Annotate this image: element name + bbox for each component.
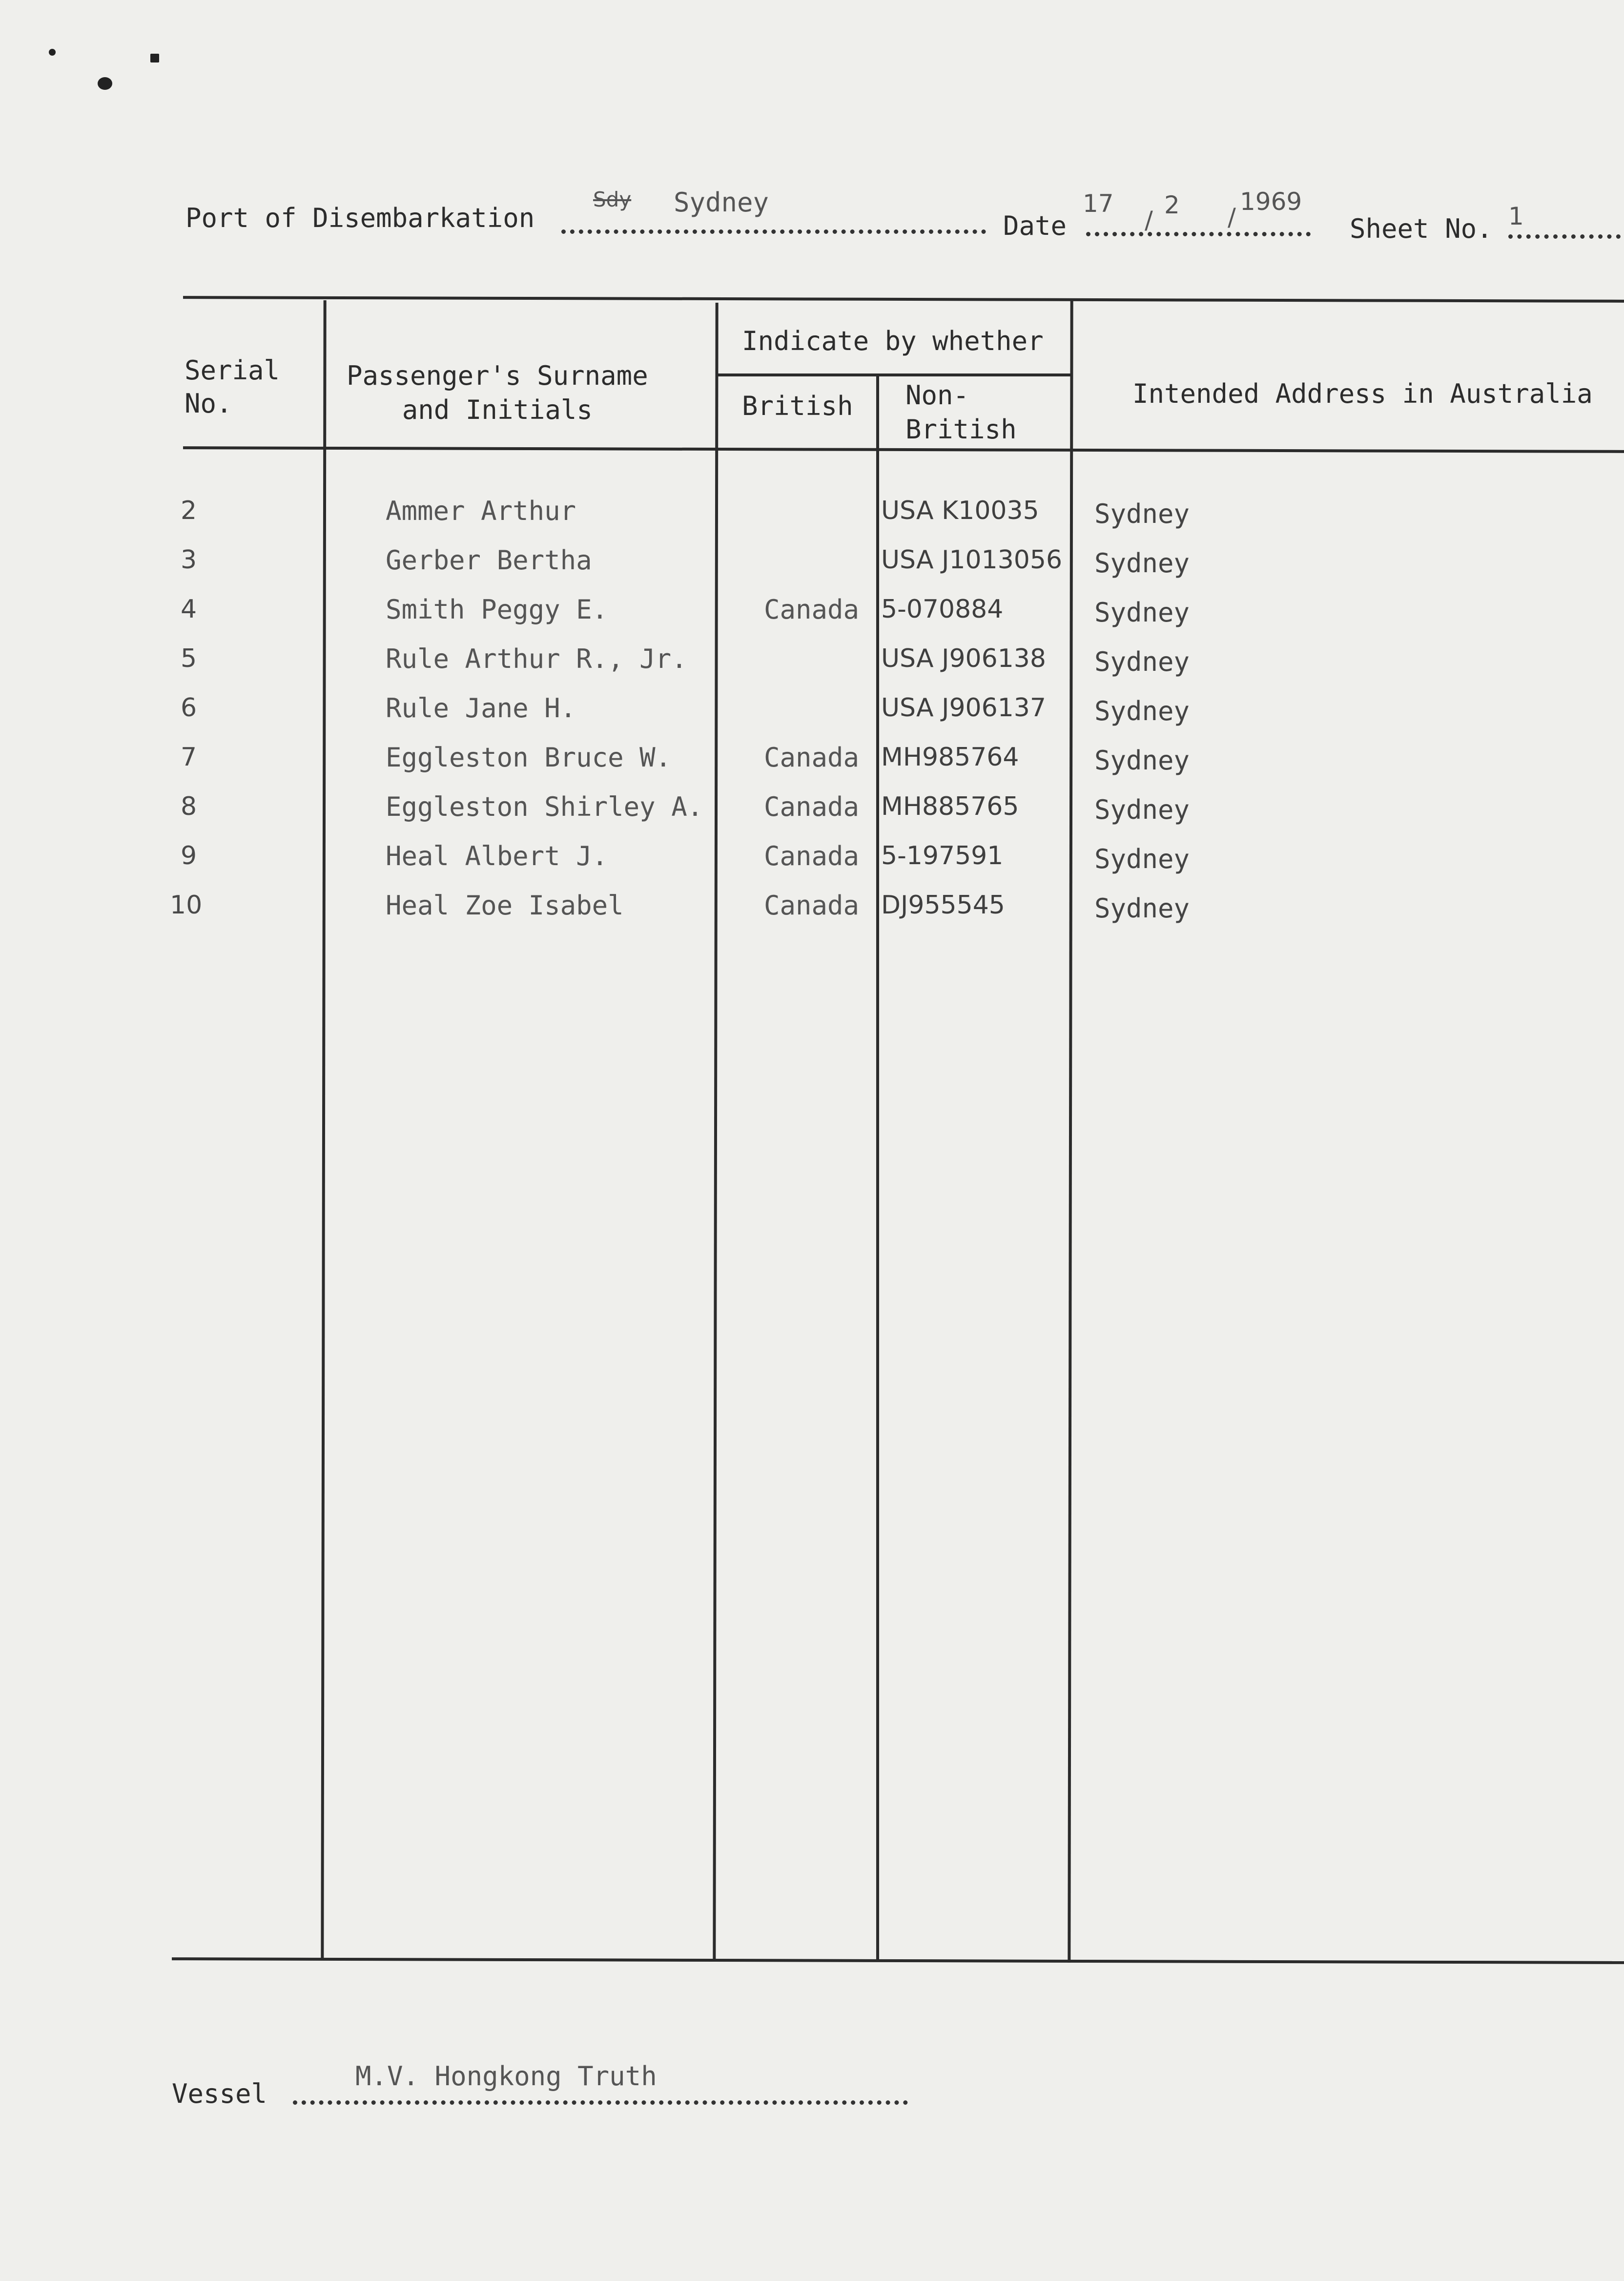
serial-cell: 2	[181, 496, 197, 525]
address-cell: Sydney	[1094, 646, 1190, 677]
ink-blot	[98, 77, 112, 90]
name-cell: Gerber Bertha	[386, 545, 592, 576]
col-header-indicate: Indicate by whether	[742, 326, 1044, 356]
date-slash-1: /	[1145, 206, 1153, 234]
serial-cell: 7	[181, 743, 197, 772]
british-cell: Canada	[764, 594, 860, 625]
nonbritish-cell: USA J906137	[881, 693, 1046, 723]
nonbritish-cell: DJ955545	[881, 891, 1005, 920]
name-cell: Rule Jane H.	[386, 693, 576, 724]
col-header-address: Intended Address in Australia	[1132, 378, 1593, 409]
vessel-dots	[293, 2100, 908, 2105]
table-row	[0, 892, 1624, 941]
table-row	[0, 594, 1624, 645]
sheet-label: Sheet No.	[1350, 213, 1493, 244]
address-cell: Sydney	[1094, 794, 1190, 825]
table-top-rule	[183, 296, 1624, 303]
name-cell: Eggleston Shirley A.	[386, 791, 703, 822]
serial-cell: 5	[181, 644, 197, 673]
table-row	[0, 742, 1624, 793]
nonbritish-cell: 5-197591	[881, 841, 1004, 871]
nonbritish-cell: 5-070884	[881, 595, 1004, 624]
ink-blot	[49, 49, 56, 56]
address-cell: Sydney	[1094, 893, 1190, 924]
name-cell: Rule Arthur R., Jr.	[386, 643, 687, 674]
port-value: Sydney	[674, 187, 769, 218]
col-header-serial: Serial No.	[185, 355, 280, 419]
name-cell: Heal Zoe Isabel	[386, 890, 624, 921]
address-cell: Sydney	[1094, 696, 1190, 726]
nonbritish-cell: USA J1013056	[881, 545, 1063, 575]
date-year: 1969	[1240, 187, 1302, 216]
sheet-value: 1	[1508, 202, 1524, 230]
port-dots	[561, 229, 986, 234]
date-dots	[1086, 232, 1311, 236]
table-bottom-rule	[172, 1957, 1624, 1964]
date-slash-2: /	[1228, 203, 1236, 231]
british-cell: Canada	[764, 791, 860, 822]
port-strike: Sdy	[593, 187, 632, 211]
date-label: Date	[1003, 210, 1067, 241]
address-cell: Sydney	[1094, 498, 1190, 529]
table-row	[0, 695, 1624, 744]
serial-cell: 10	[170, 891, 203, 920]
vessel-label: Vessel	[172, 2078, 267, 2109]
date-month: 2	[1164, 191, 1180, 219]
col-header-nonbritish: Non- British	[905, 380, 1017, 445]
serial-cell: 3	[181, 545, 197, 575]
nonbritish-cell: MH985764	[881, 743, 1019, 772]
british-cell: Canada	[764, 841, 860, 871]
nonbritish-cell: USA K10035	[881, 496, 1039, 525]
nonbritish-cell: USA J906138	[881, 644, 1046, 673]
table-row	[0, 643, 1624, 695]
name-cell: Heal Albert J.	[386, 841, 608, 871]
address-cell: Sydney	[1094, 745, 1190, 776]
col-header-british: British	[742, 391, 853, 421]
sheet-dots	[1508, 234, 1621, 239]
name-cell: Ammer Arthur	[386, 496, 576, 526]
vessel-value: M.V. Hongkong Truth	[355, 2061, 657, 2092]
serial-cell: 6	[181, 693, 197, 723]
address-cell: Sydney	[1094, 844, 1190, 874]
nonbritish-cell: MH885765	[881, 792, 1019, 821]
serial-cell: 8	[181, 792, 197, 821]
british-cell: Canada	[764, 890, 860, 921]
ink-blot	[150, 54, 159, 62]
name-cell: Eggleston Bruce W.	[386, 742, 672, 773]
serial-cell: 9	[181, 841, 197, 871]
table-row	[0, 498, 1624, 547]
col-header-name: Passenger's Surname and Initials	[347, 360, 648, 426]
table-row	[0, 843, 1624, 892]
port-label: Port of Disembarkation	[185, 203, 535, 233]
table-row	[0, 791, 1624, 843]
name-cell: Smith Peggy E.	[386, 594, 608, 625]
address-cell: Sydney	[1094, 597, 1190, 628]
date-day: 17	[1083, 189, 1114, 218]
header-bottom-rule	[183, 446, 1624, 453]
indicate-rule	[718, 373, 1071, 376]
table-row	[0, 547, 1624, 596]
serial-cell: 4	[181, 595, 197, 624]
address-cell: Sydney	[1094, 548, 1190, 579]
british-cell: Canada	[764, 742, 860, 773]
